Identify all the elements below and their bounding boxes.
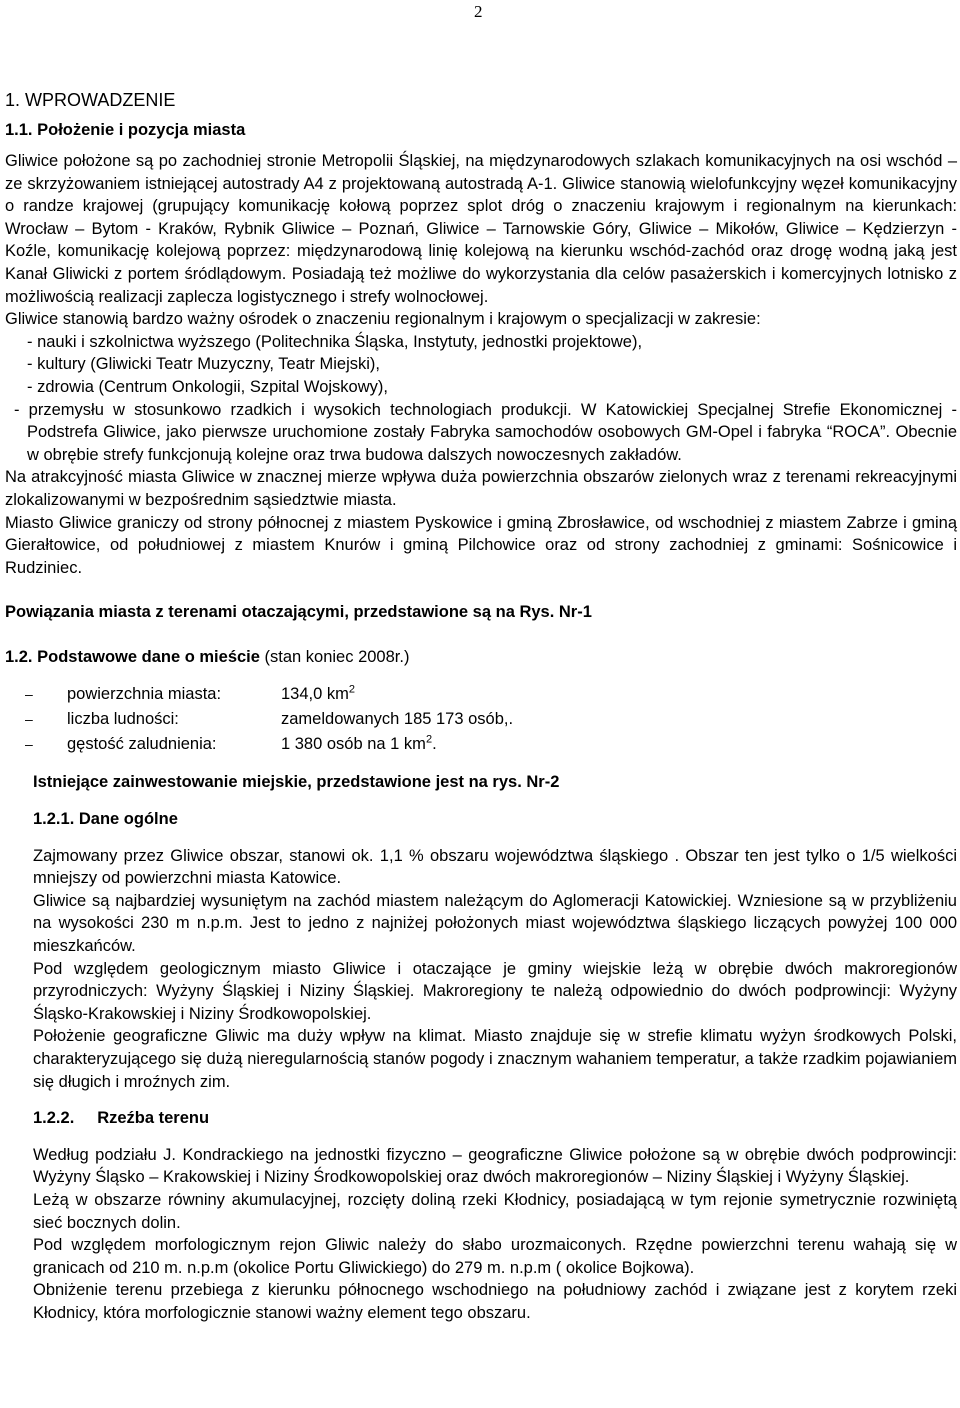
document-body <box>5 90 957 1325</box>
stat-label: liczba ludności: <box>67 710 179 729</box>
list-item: - przemysłu w stosunkowo rzadkich i wysokich technologiach produkcji. W Katowickiej Specjalnej Strefie Ekonomicznej - Podstrefa Gliwice, jako pierwsze uruchomione zostały Fabryka samochodów osobowych GM-Opel i fabryka “ROCA”. Obecnie w obrębie strefy funkcjonują kolejne oraz trwa budowa dalszych nowoczesnych zakładów. <box>14 400 957 464</box>
stat-label: gęstość zaludnienia: <box>67 735 217 754</box>
intro-paragraph-2: Gliwice stanowią bardzo ważny ośrodek o znaczeniu regionalnym i krajowym o specjalizacji w zakresie: <box>5 310 761 329</box>
list-item: - zdrowia (Centrum Onkologii, Szpital Wojskowy), <box>27 377 388 396</box>
intro-paragraph-3: Na atrakcyjność miasta Gliwice w znacznej mierze wpływa duża powierzchnia obszarów zielonych wraz z terenami rekreacyjnymi zlokalizowanymi w bezpośrednim sąsiedztwie miasta. <box>5 468 957 509</box>
stat-row <box>25 732 957 757</box>
chapter-heading: 1. WPROWADZENIE <box>5 90 176 110</box>
stat-row <box>25 682 957 707</box>
relief-paragraph: Leżą w obszarze równiny akumulacyjnej, rozcięty doliną rzeki Kłodnicy, posiadającą w tym rejonie symetrycznie rozwiniętą sieć bocznych dolin. <box>33 1190 957 1232</box>
relief-paragraph: Pod względem morfologicznym rejon Gliwic należy do słabo urozmaiconych. Rzędne powierzchni terenu wahają się w granicach od 210 m. n.p.m (okolice Portu Gliwickiego) do 279 m. n.p.m ( okolice Bojkowa). <box>33 1236 957 1277</box>
stat-value: 134,0 $km^2$ <box>281 683 355 704</box>
basic-data-heading <box>5 646 957 669</box>
stat-dash: – <box>25 686 33 703</box>
existing-development-note: Istniejące zainwestowanie miejskie, przedstawione jest na rys. Nr-2 <box>33 773 560 792</box>
general-paragraph: Zajmowany przez Gliwice obszar, stanowi ok. 1,1 % obszaru województwa śląskiego . Obszar ten jest tylko o 1/5 wielkości mniejszy od powierzchni miasta Katowice. <box>33 846 957 888</box>
stat-dash: – <box>25 711 33 728</box>
specialization-list <box>5 331 957 467</box>
general-paragraph: Pod względem geologicznym miasto Gliwice i otaczające je gminy wiejskie leżą w obrębie dwóch makroregionów przyrodniczych: Wyżyny Śląskiej i Niziny Śląskiej. Makroregiony te należą odpowiednio do dwóch podprowincji: Wyżyny Śląsko-Krakowskiej i Niziny Środkowopolskiej. <box>33 959 957 1023</box>
stat-dash: – <box>25 736 33 753</box>
list-item: - nauki i szkolnictwa wyższego (Politechnika Śląska, Instytuty, jednostki projektowe), <box>27 332 643 351</box>
relief-heading: 1.2.2. Rzeźba terenu <box>33 1109 210 1128</box>
stat-value: zameldowanych 185 173 osób,. <box>281 710 514 729</box>
basic-heading-bold: 1.2. Podstawowe dane o mieście <box>5 647 260 666</box>
section-heading: 1.1. Położenie i pozycja miasta <box>5 121 246 139</box>
relief-paragraph: Według podziału J. Kondrackiego na jednostki fizyczno – geograficzne Gliwice położone są w obrębie dwóch podprowincji: Wyżyny Śląsko – Krakowskiej i Niziny Środkowopolskiej oraz dwóch makroregionów – Niziny Śląskiej i Wyżyny Śląskiej. <box>33 1145 957 1187</box>
stat-row <box>25 707 957 732</box>
general-paragraph: Gliwice są najbardziej wysuniętym na zachód miastem należącym do Aglomeracji Katowickiej. Wzniesione są w przybliżeniu na wysokości 230 m n.p.m. Jest to jedno z najniżej położonych miast województwa śląskiego liczących powyżej 100 000 mieszkańców. <box>33 891 957 956</box>
page-number: 2 <box>474 2 483 21</box>
list-item: - kultury (Gliwicki Teatr Muzyczny, Teatr Miejski), <box>27 355 380 374</box>
stat-value: 1 380 osób na 1 $km^2$. <box>281 733 437 754</box>
relief-section <box>5 1144 957 1325</box>
intro-paragraph-4: Miasto Gliwice graniczy od strony północnej z miastem Pyskowice i gminą Zbrosławice, od wschodniej z miastem Zabrze i gminą Gierałtowice, od południowej z miastem Knurów i gminą Pilchowice oraz od strony zachodniej z gminami: Sośnicowice i Rudziniec. <box>5 513 957 577</box>
related-figure-note: Powiązania miasta z terenami otaczającymi, przedstawione są na Rys. Nr-1 <box>5 603 592 622</box>
general-data-heading: 1.2.1. Dane ogólne <box>33 810 178 829</box>
intro-paragraph-1: Gliwice położone są po zachodniej stronie Metropolii Śląskiej, na międzynarodowych szlakach komunikacyjnych na osi wschód – ze skrzyżowaniem istniejącej autostrady A4 z projektowaną autostradą A-1. Gliwice stanowią wielofunkcyjny węzeł komunikacyjny o randze krajowej (grupujący komunikację kołową poprzez splot dróg o znaczeniu krajowym i regionalnym na kierunkach: Wrocław – Bytom - Kraków, Rybnik Gliwice – Poznań, Gliwice – Tarnowskie Góry, Gliwice – Mikołów, Gliwice – Kędzierzyn - Koźle, komunikację kolejową poprzez: międzynarodową linię kolejową na kierunku wschód-zachód oraz drogę wodną jaką jest Kanał Gliwicki z portem śródlądowym. Posiadają też możliwe do wykorzystania dla celów pasażerskich i komercyjnych lotnisko z możliwością realizacji zaplecza logistycznego i strefy wolnocłowej. <box>5 152 957 306</box>
general-section <box>5 845 957 1094</box>
stat-label: powierzchnia miasta: <box>67 685 222 704</box>
stats-list <box>25 682 957 757</box>
relief-paragraph: Obniżenie terenu przebiega z kierunku północnego wschodniego na południowy zachód i związane jest z korytem rzeki Kłodnicy, która morfologicznie stanowi ważny element tego obszaru. <box>33 1281 957 1322</box>
basic-heading-normal: (stan koniec 2008r.) <box>259 647 410 666</box>
general-paragraph: Położenie geograficzne Gliwic ma duży wpływ na klimat. Miasto znajduje się w strefie klimatu wyżyn środkowych Polski, charakteryzującego się dużą nieregularnością stanów pogody i znacznym wahaniem temperatur, a także rzadkim pojawianiem się długich i mroźnych zim. <box>33 1027 957 1091</box>
